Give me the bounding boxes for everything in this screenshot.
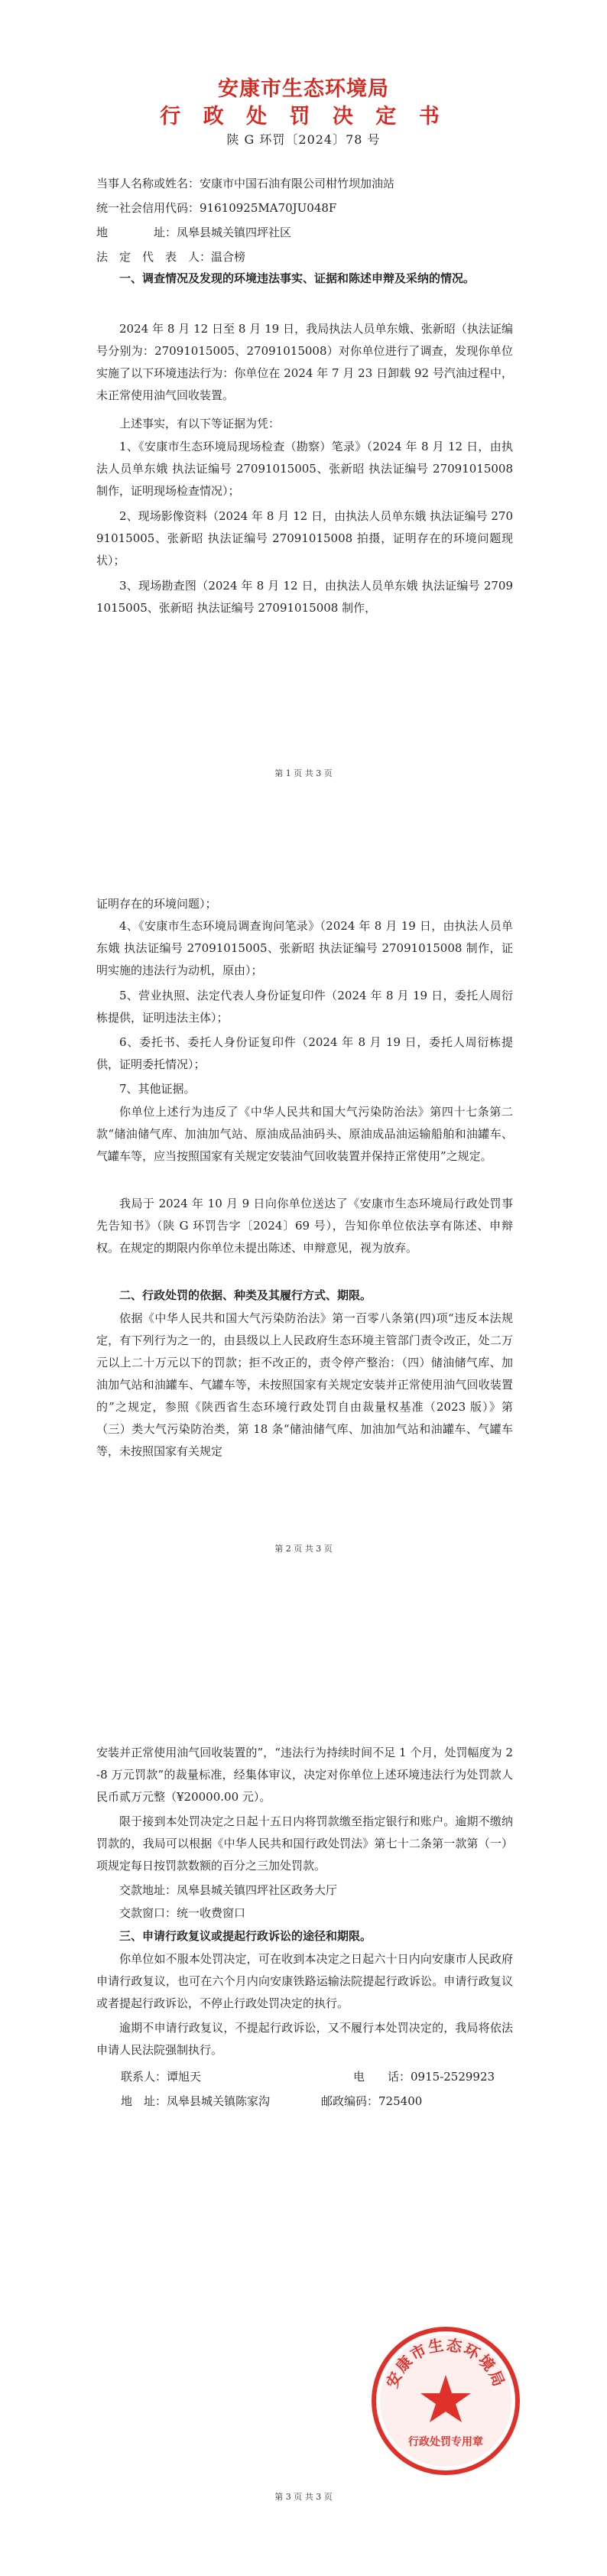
- paragraph: 限于接到本处罚决定之日起十五日内将罚款缴至指定银行和账户。逾期不缴纳罚款的，我局可以根据《中华人民共和国行政处罚法》第七十二条第一款第（一）项规定每日按罚款数额的百分之三加处罚款。: [96, 1814, 513, 1873]
- section-heading-1: 一、调查情况及发现的环境违法事实、证据和陈述申辩及采纳的情况。: [119, 271, 476, 285]
- party-name-row: [96, 176, 394, 191]
- seal-text: 安康市生态环境局: [382, 2335, 509, 2391]
- address-row: [96, 225, 291, 240]
- credit-code-value: 91610925MA70JU048F: [200, 201, 337, 215]
- paragraph: 1、《安康市生态环境局现场检查（勘察）笔录》（2024 年 8 月 12 日，由执法人员单东娥 执法证编号 27091015005、张新昭 执法证编号 27091015008 制作，证明现场检查情况）；: [96, 440, 513, 498]
- paragraph: 2、现场影像资料（2024 年 8 月 12 日，由执法人员单东娥 执法证编号 27091015005、张新昭 执法证编号 27091015008 拍摄，证明存在的环境问题现状）；: [96, 509, 513, 567]
- party-name-value: 安康市中国石油有限公司柑竹坝加油站: [200, 177, 395, 190]
- phone-value: 0915-2529923: [411, 2070, 495, 2084]
- zip-label: 邮政编码：: [321, 2094, 379, 2108]
- legal-rep-label: 法 定 代 表 人：: [96, 250, 212, 264]
- phone-row: [353, 2069, 495, 2084]
- credit-code-label: 统一社会信用代码：: [96, 201, 200, 215]
- paragraph: 交款地址：凤皋县城关镇四坪社区政务大厅: [119, 1883, 338, 1897]
- page-footer: 第 1 页 共 3 页: [274, 768, 333, 778]
- paragraph: 你单位上述行为违反了《中华人民共和国大气污染防治法》第四十七条第二款“储油储气库、加油加气站、原油成品油码头、原油成品油运输船舶和油罐车、气罐车等，应当按照国家有关规定安装油气回收装置并保持正常使用”之规定。: [96, 1105, 513, 1163]
- official-seal: [369, 2324, 522, 2477]
- zip-value: 725400: [378, 2094, 423, 2108]
- office-address-row: [121, 2094, 270, 2109]
- seal-subtext: 行政处罚专用章: [408, 2436, 483, 2448]
- paragraph: 你单位如不服本处罚决定，可在收到本决定之日起六十日内向安康市人民政府申请行政复议，也可在六个月内向安康铁路运输法院提起行政诉讼。申请行政复议或者提起行政诉讼，不停止行政处罚决定的执行。: [96, 1952, 513, 2010]
- paragraph: 4、《安康市生态环境局调查询问笔录》（2024 年 8 月 19 日，由执法人员单东娥 执法证编号 27091015005、张新昭 执法证编号 27091015008 制作，证明实施的违法行为动机，原由）；: [96, 919, 513, 977]
- credit-code-row: [96, 200, 336, 216]
- paragraph: 安装并正常使用油气回收装置的”，“违法行为持续时间不足 1 个月，处罚幅度为 2-8 万元罚款”的裁量标准，经集体审议，决定对你单位上述环境违法行为处罚款人民币贰万元整（¥20000.00 元）。: [96, 1746, 513, 1804]
- paragraph: 3、现场勘查图（2024 年 8 月 12 日，由执法人员单东娥 执法证编号 27091015005、张新昭 执法证编号 27091015008 制作，: [96, 579, 513, 615]
- document-title-line1: 安康市生态环境局: [218, 77, 389, 101]
- legal-rep-row: [96, 249, 245, 265]
- legal-rep-value: 温合榜: [211, 250, 246, 264]
- paragraph: 5、营业执照、法定代表人身份证复印件（2024 年 8 月 19 日，委托人周衍栋提供，证明违法主体）；: [96, 989, 513, 1025]
- paragraph: 7、其他证据。: [119, 1082, 196, 1096]
- office-address-label: 地 址：: [121, 2094, 167, 2108]
- party-name-label: 当事人名称或姓名：: [96, 177, 200, 190]
- page-footer: 第 2 页 共 3 页: [274, 1544, 333, 1554]
- address-label: 地 址：: [96, 226, 177, 239]
- contact-value: 谭旭天: [167, 2070, 202, 2084]
- paragraph: 我局于 2024 年 10 月 9 日向你单位送达了《安康市生态环境局行政处罚事先告知书》（陕 G 环罚告字〔2024〕69 号），告知你单位依法享有陈述、申辩权。在规定的期限内你单位未提出陈述、申辩意见，视为放弃。: [96, 1197, 513, 1255]
- section-heading-3: 三、申请行政复议或提起行政诉讼的途径和期限。: [119, 1929, 372, 1943]
- paragraph: 2024 年 8 月 12 日至 8 月 19 日，我局执法人员单东娥、张新昭（执法证编号分别为：27091015005、27091015008）对你单位进行了调查，发现你单位实施了以下环境违法行为：你单位在 2024 年 7 月 23 日卸载 92 号汽油过程中，未正常使用油气回收装置。: [96, 322, 513, 402]
- office-address-value: 凤皋县城关镇陈家沟: [167, 2094, 271, 2108]
- paragraph: 6、委托书、委托人身份证复印件（2024 年 8 月 19 日，委托人周衍栋提供，证明委托情况）；: [96, 1035, 513, 1071]
- phone-label: 电 话：: [353, 2070, 411, 2084]
- paragraph: 依据《中华人民共和国大气污染防治法》第一百零八条第(四)项“违反本法规定，有下列行为之一的，由县级以上人民政府生态环境主管部门责令改正，处二万元以上二十万元以下的罚款；拒不改正的，责令停产整治：（四）储油储气库、加油加气站和油罐车、气罐车等，未按照国家有关规定安装并正常使用油气回收装置的”之规定，参照《陕西省生态环境行政处罚自由裁量权基准（2023 版）》第（三）类大气污染防治类，第 18 条“储油储气库、加油加气站和油罐车、气罐车等，未按照国家有关规定: [96, 1311, 513, 1458]
- document-title-line2: 行 政 处 罚 决 定 书: [160, 105, 447, 128]
- address-value: 凤皋县城关镇四坪社区: [177, 226, 292, 239]
- page-footer: 第 3 页 共 3 页: [274, 2492, 333, 2502]
- paragraph: 上述事实，有以下等证据为凭：: [119, 417, 281, 430]
- document-number: 陕 G 环罚〔2024〕78 号: [226, 132, 381, 147]
- paragraph: 逾期不申请行政复议，不提起行政诉讼，又不履行本处罚决定的，我局将依法申请人民法院强制执行。: [96, 2021, 513, 2057]
- section-heading-2: 二、行政处罚的依据、种类及其履行方式、期限。: [119, 1288, 372, 1302]
- contact-label: 联系人：: [121, 2070, 167, 2084]
- zip-row: [321, 2094, 422, 2109]
- paragraph: 证明存在的环境问题）；: [96, 897, 217, 911]
- contact-person-row: [121, 2069, 201, 2084]
- paragraph: 交款窗口：统一收费窗口: [119, 1906, 246, 1920]
